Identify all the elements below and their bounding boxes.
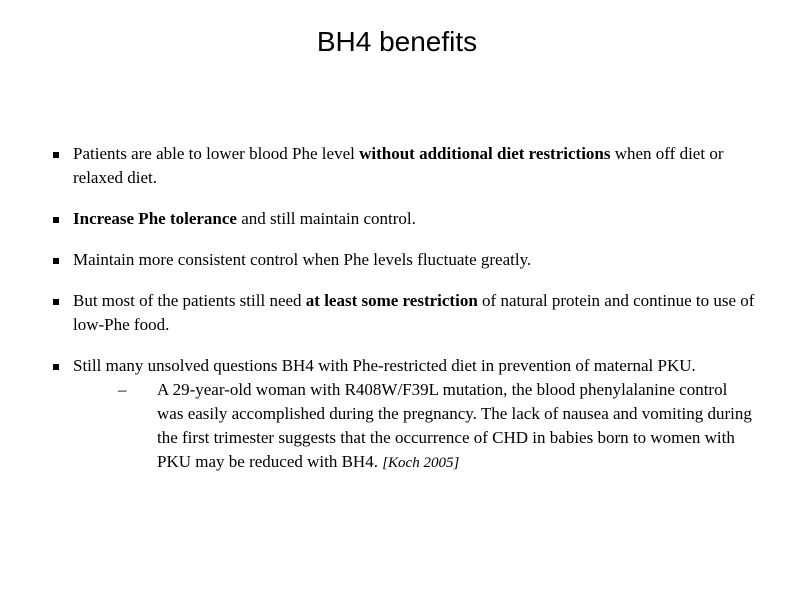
bullet-list (47, 142, 767, 475)
dash-marker: – (118, 380, 127, 399)
bullet-emphasis: without additional diet restrictions (359, 144, 611, 163)
sub-bullet-item (73, 378, 753, 475)
bullet-text: when off diet or relaxed diet. (73, 144, 724, 187)
bullet-text: of natural protein and continue to use of low-Phe food. (73, 291, 755, 334)
square-bullet-icon (53, 258, 59, 264)
bullet-emphasis: at least some restriction (305, 291, 478, 310)
bullet-item (47, 354, 767, 475)
bullet-item (47, 142, 767, 190)
bullet-text: Maintain more consistent control when Phe levels fluctuate greatly. (73, 250, 532, 269)
slide-title: BH4 benefits (316, 26, 478, 57)
bullet-item (47, 207, 767, 231)
square-bullet-icon (53, 152, 59, 158)
citation: [Koch 2005] (382, 455, 460, 471)
bullet-emphasis: Increase Phe tolerance (73, 209, 237, 228)
bullet-item (47, 248, 767, 272)
bullet-text: Still many unsolved questions BH4 with Phe-restricted diet in prevention of maternal PKU. (73, 356, 696, 375)
bullet-item (47, 289, 767, 337)
bullet-text: and still maintain control. (236, 209, 416, 228)
square-bullet-icon (53, 364, 59, 370)
bullet-text: But most of the patients still need (73, 291, 306, 310)
square-bullet-icon (53, 299, 59, 305)
square-bullet-icon (53, 217, 59, 223)
bullet-text: Patients are able to lower blood Phe level (73, 144, 360, 163)
sub-bullet-text: A 29-year-old woman with R408W/F39L mutation, the blood phenylalanine control was easily accomplished during the pregnancy. The lack of nausea and vomiting during the first trimester suggests that the occurrence of CHD in babies born to women with PKU may be reduced with BH4. (157, 380, 752, 471)
